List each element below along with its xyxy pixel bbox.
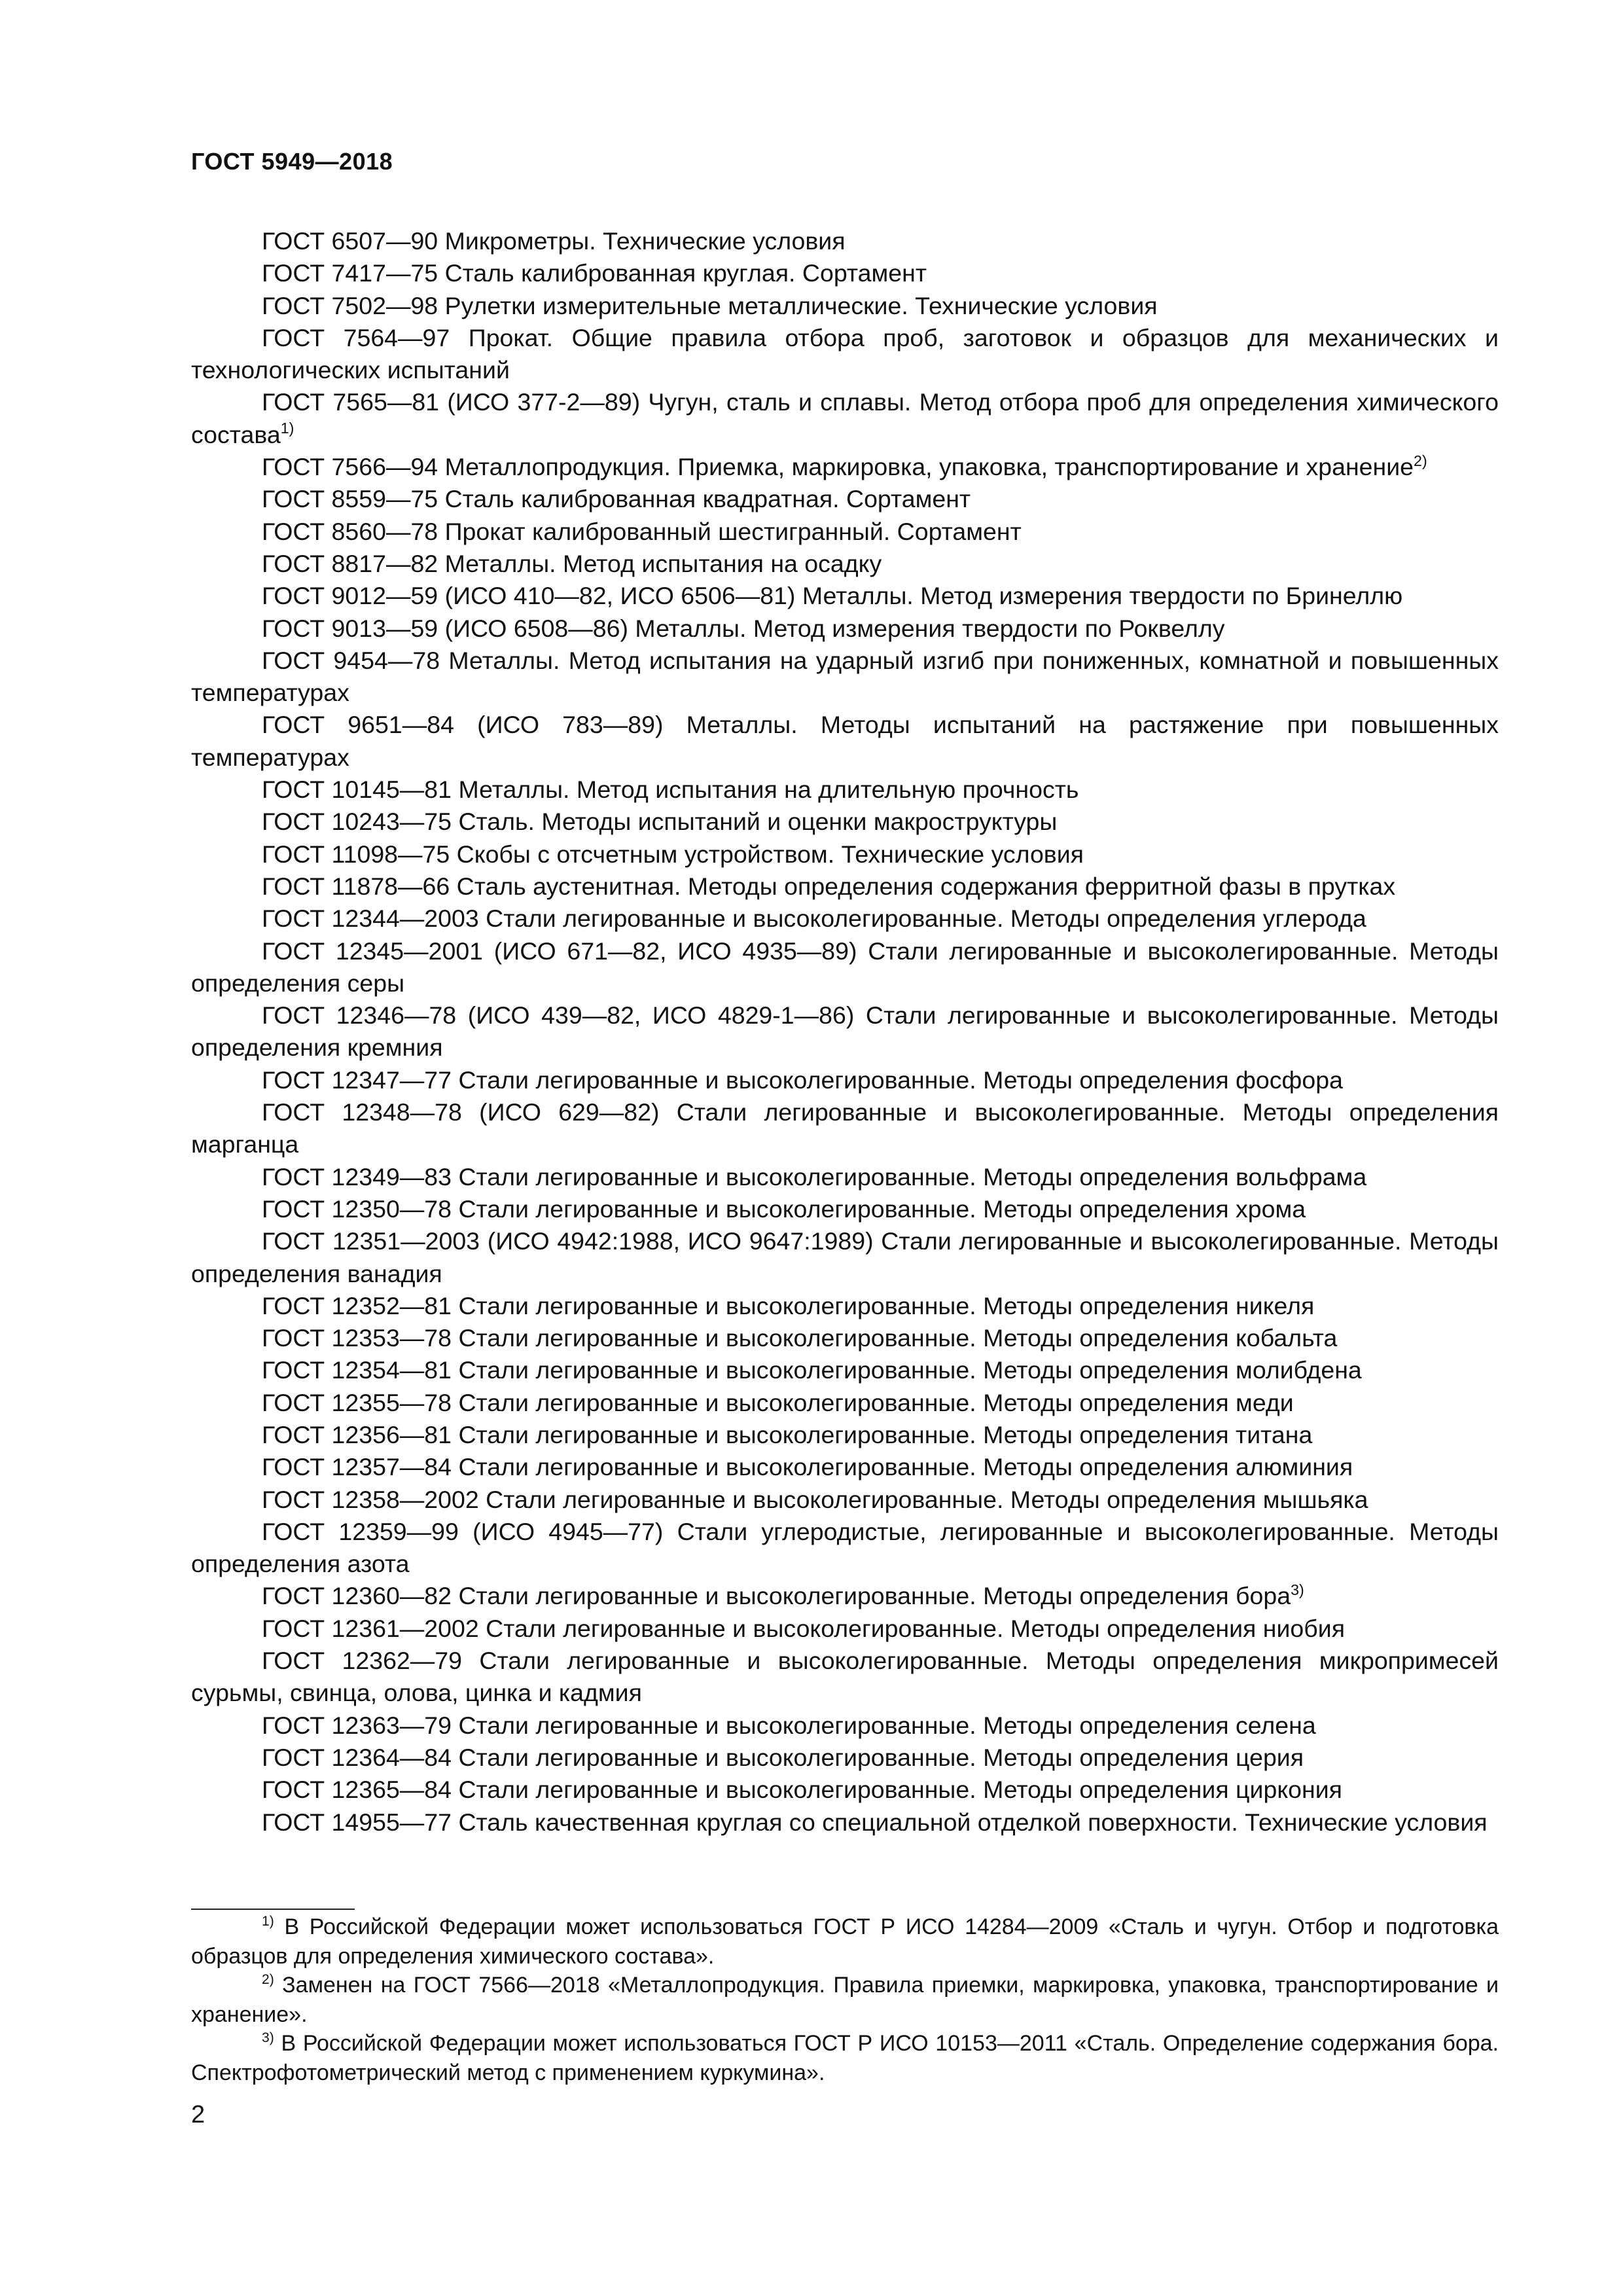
- footnote-marker: 3): [1291, 1581, 1304, 1599]
- reference-text: ГОСТ 12357—84 Стали легированные и высоколегированные. Методы определения алюминия: [262, 1453, 1353, 1481]
- footnote-marker: 1): [280, 420, 294, 437]
- footnote-text: В Российской Федерации может использоваться ГОСТ Р ИСО 14284—2009 «Сталь и чугун. Отбор и подготовка образцов для определения химического состава».: [191, 1914, 1499, 1969]
- reference-text: ГОСТ 12355—78 Стали легированные и высоколегированные. Методы определения меди: [262, 1388, 1294, 1416]
- reference-item: [191, 1516, 1499, 1581]
- reference-item: [191, 548, 1499, 580]
- reference-text: ГОСТ 12358—2002 Стали легированные и высоколегированные. Методы определения мышьяка: [262, 1485, 1368, 1513]
- reference-item: [191, 1774, 1499, 1806]
- reference-text: ГОСТ 12352—81 Стали легированные и высоколегированные. Методы определения никеля: [262, 1291, 1315, 1319]
- reference-item: [191, 1419, 1499, 1451]
- reference-text: ГОСТ 11098—75 Скобы с отсчетным устройством. Технические условия: [262, 840, 1084, 868]
- reference-text: ГОСТ 14955—77 Сталь качественная круглая со специальной отделкой поверхности. Технические условия: [262, 1808, 1488, 1836]
- reference-text: ГОСТ 7564—97 Прокат. Общие правила отбора проб, заготовок и образцов для механических и технологических испытаний: [191, 323, 1499, 384]
- footnote-item: [191, 2029, 1499, 2087]
- reference-text: ГОСТ 12348—78 (ИСО 629—82) Стали легированные и высоколегированные. Методы определения марганца: [191, 1098, 1499, 1158]
- reference-text: ГОСТ 12345—2001 (ИСО 671—82, ИСО 4935—89) Стали легированные и высоколегированные. Методы определения серы: [191, 937, 1499, 997]
- reference-text: ГОСТ 8560—78 Прокат калиброванный шестигранный. Сортамент: [262, 517, 1022, 545]
- reference-text: ГОСТ 12351—2003 (ИСО 4942:1988, ИСО 9647:1989) Стали легированные и высоколегированные. Методы определения ванадия: [191, 1227, 1499, 1287]
- reference-item: [191, 645, 1499, 709]
- reference-text: ГОСТ 7565—81 (ИСО 377-2—89) Чугун, сталь и сплавы. Метод отбора проб для определения химического состава: [191, 388, 1499, 448]
- reference-text: ГОСТ 12344—2003 Стали легированные и высоколегированные. Методы определения углерода: [262, 905, 1366, 933]
- reference-item: [191, 1710, 1499, 1742]
- reference-item: [191, 1580, 1499, 1612]
- reference-item: [191, 580, 1499, 612]
- reference-item: [191, 1451, 1499, 1483]
- reference-item: [191, 1322, 1499, 1354]
- reference-text: ГОСТ 12364—84 Стали легированные и высоколегированные. Методы определения церия: [262, 1743, 1304, 1771]
- reference-text: ГОСТ 8559—75 Сталь калиброванная квадратная. Сортамент: [262, 485, 971, 513]
- reference-item: [191, 935, 1499, 1000]
- reference-text: ГОСТ 9651—84 (ИСО 783—89) Металлы. Методы испытаний на растяжение при повышенных температурах: [191, 711, 1499, 771]
- reference-item: [191, 1193, 1499, 1225]
- reference-item: [191, 483, 1499, 515]
- reference-text: ГОСТ 7417—75 Сталь калиброванная круглая. Сортамент: [262, 259, 927, 287]
- reference-item: [191, 225, 1499, 257]
- footnote-item: [191, 1912, 1499, 1971]
- reference-item: [191, 451, 1499, 483]
- document-header: ГОСТ 5949—2018: [191, 148, 393, 175]
- footnote-text: В Российской Федерации может использоваться ГОСТ Р ИСО 10153—2011 «Сталь. Определение содержания бора. Спектрофотометрический метод с применением куркумина».: [191, 2031, 1499, 2085]
- reference-text: ГОСТ 7566—94 Металлопродукция. Приемка, маркировка, упаковка, транспортирование и хранение: [262, 453, 1414, 481]
- reference-item: [191, 516, 1499, 548]
- reference-item: [191, 1225, 1499, 1290]
- reference-item: [191, 1645, 1499, 1710]
- reference-item: [191, 838, 1499, 870]
- reference-text: ГОСТ 12349—83 Стали легированные и высоколегированные. Методы определения вольфрама: [262, 1162, 1367, 1191]
- reference-item: [191, 257, 1499, 289]
- reference-item: [191, 903, 1499, 935]
- reference-text: ГОСТ 12359—99 (ИСО 4945—77) Стали углеродистые, легированные и высоколегированные. Методы определения азота: [191, 1517, 1499, 1578]
- reference-text: ГОСТ 9012—59 (ИСО 410—82, ИСО 6506—81) Металлы. Метод измерения твердости по Бринеллю: [262, 582, 1403, 610]
- footnote-mark: 3): [262, 2030, 274, 2046]
- reference-text: ГОСТ 12360—82 Стали легированные и высоколегированные. Методы определения бора: [262, 1582, 1291, 1610]
- reference-text: ГОСТ 11878—66 Сталь аустенитная. Методы определения содержания ферритной фазы в прутках: [262, 872, 1396, 900]
- reference-text: ГОСТ 12362—79 Стали легированные и высоколегированные. Методы определения микропримесей сурьмы, свинца, олова, цинка и кадмия: [191, 1647, 1499, 1707]
- reference-text: ГОСТ 9454—78 Металлы. Метод испытания на ударный изгиб при пониженных, комнатной и повышенных температурах: [191, 646, 1499, 707]
- reference-text: ГОСТ 10243—75 Сталь. Методы испытаний и оценки макроструктуры: [262, 808, 1058, 836]
- reference-item: [191, 709, 1499, 774]
- footnote-mark: 1): [262, 1913, 274, 1929]
- footnote-mark: 2): [262, 1972, 274, 1988]
- reference-item: [191, 1096, 1499, 1161]
- reference-text: ГОСТ 8817—82 Металлы. Метод испытания на осадку: [262, 549, 882, 577]
- footnote-text: Заменен на ГОСТ 7566—2018 «Металлопродукция. Правила приемки, маркировка, упаковка, транспортирование и хранение».: [191, 1973, 1499, 2027]
- reference-text: ГОСТ 12353—78 Стали легированные и высоколегированные. Методы определения кобальта: [262, 1324, 1338, 1352]
- reference-item: [191, 1064, 1499, 1096]
- reference-item: [191, 322, 1499, 387]
- reference-text: ГОСТ 12354—81 Стали легированные и высоколегированные. Методы определения молибдена: [262, 1356, 1362, 1384]
- footnote-marker: 2): [1414, 452, 1427, 469]
- reference-text: ГОСТ 12363—79 Стали легированные и высоколегированные. Методы определения селена: [262, 1711, 1316, 1739]
- reference-item: [191, 1742, 1499, 1774]
- reference-item: [191, 1354, 1499, 1386]
- reference-item: [191, 1613, 1499, 1645]
- reference-item: [191, 1484, 1499, 1516]
- reference-text: ГОСТ 12346—78 (ИСО 439—82, ИСО 4829-1—86) Стали легированные и высоколегированные. Методы определения кремния: [191, 1001, 1499, 1062]
- reference-item: [191, 806, 1499, 838]
- reference-item: [191, 1387, 1499, 1419]
- reference-text: ГОСТ 12365—84 Стали легированные и высоколегированные. Методы определения циркония: [262, 1776, 1342, 1804]
- reference-item: [191, 999, 1499, 1064]
- footnotes-section: [191, 1912, 1499, 2088]
- reference-item: [191, 386, 1499, 451]
- reference-text: ГОСТ 12356—81 Стали легированные и высоколегированные. Методы определения титана: [262, 1420, 1313, 1448]
- reference-item: [191, 290, 1499, 322]
- reference-item: [191, 1161, 1499, 1193]
- normative-references-list: [191, 225, 1499, 1839]
- page-number: 2: [191, 2101, 205, 2128]
- reference-item: [191, 1290, 1499, 1322]
- reference-text: ГОСТ 7502—98 Рулетки измерительные металлические. Технические условия: [262, 291, 1158, 319]
- reference-item: [191, 613, 1499, 645]
- reference-item: [191, 870, 1499, 903]
- reference-text: ГОСТ 6507—90 Микрометры. Технические условия: [262, 227, 846, 255]
- reference-text: ГОСТ 12350—78 Стали легированные и высоколегированные. Методы определения хрома: [262, 1194, 1306, 1223]
- reference-item: [191, 774, 1499, 806]
- reference-item: [191, 1806, 1499, 1839]
- reference-text: ГОСТ 12361—2002 Стали легированные и высоколегированные. Методы определения ниобия: [262, 1614, 1345, 1642]
- reference-text: ГОСТ 10145—81 Металлы. Метод испытания на длительную прочность: [262, 776, 1079, 804]
- footnote-item: [191, 1971, 1499, 2029]
- reference-text: ГОСТ 9013—59 (ИСО 6508—86) Металлы. Метод измерения твердости по Роквеллу: [262, 614, 1225, 642]
- reference-text: ГОСТ 12347—77 Стали легированные и высоколегированные. Методы определения фосфора: [262, 1066, 1343, 1094]
- footnote-separator: [191, 1909, 355, 1910]
